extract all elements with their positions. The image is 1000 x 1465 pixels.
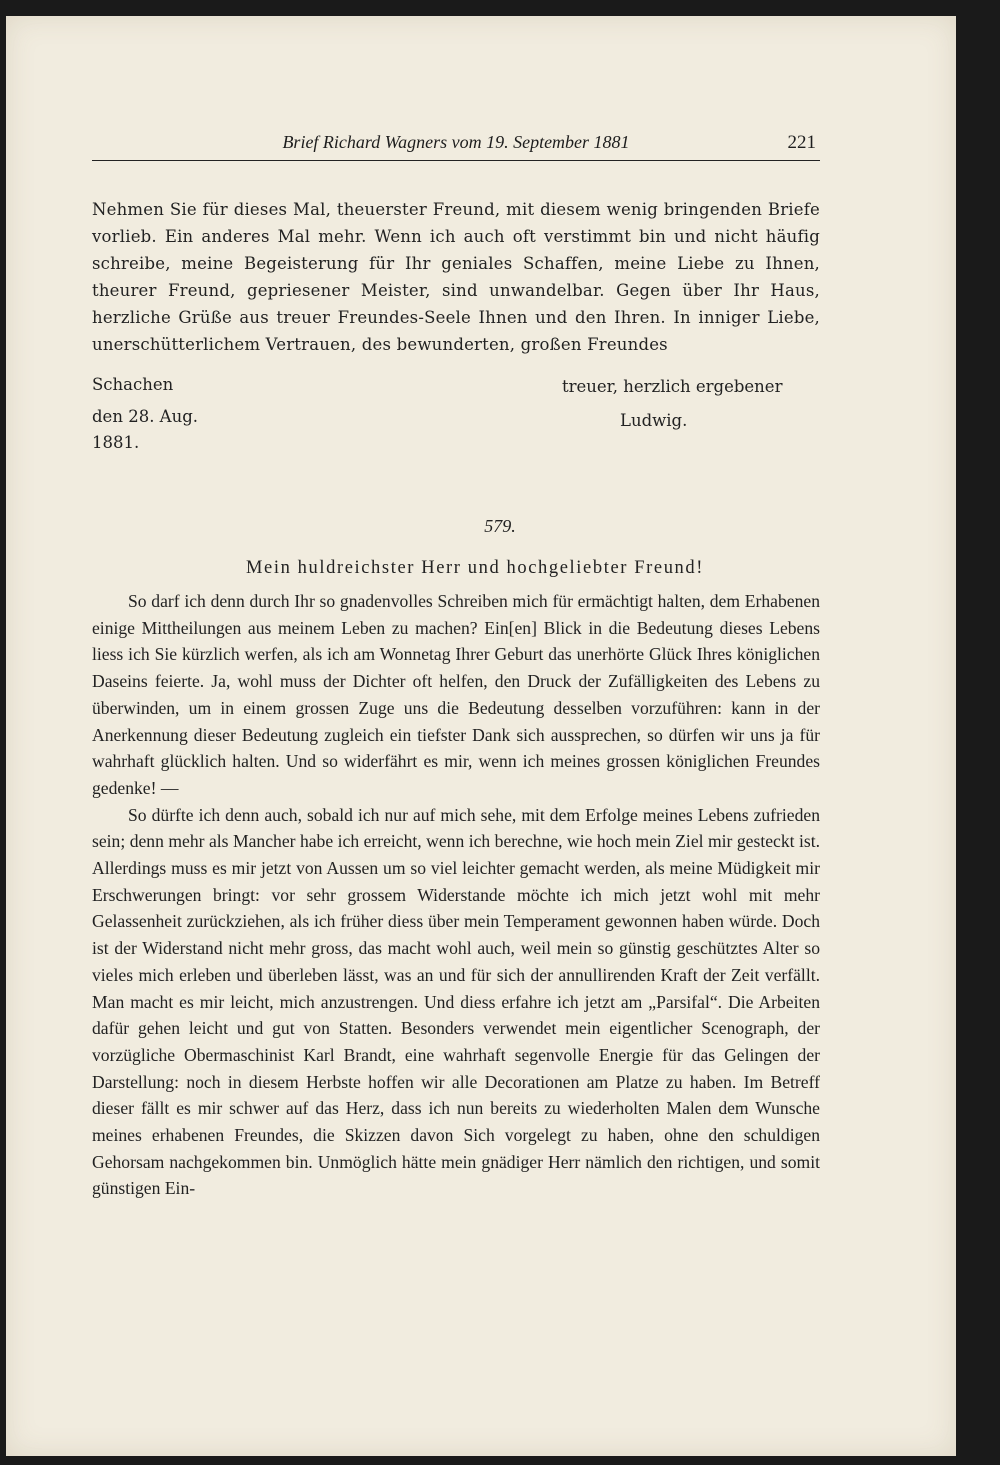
- running-title: Brief Richard Wagners vom 19. September 1881: [282, 132, 630, 152]
- date: den 28. Aug.: [92, 407, 199, 426]
- letter-578-body: [92, 196, 820, 358]
- letter-579-body: [92, 588, 820, 1202]
- salutation: Mein huldreichster Herr und hochgeliebter Freund!: [245, 558, 705, 578]
- letter-578-closing: [92, 372, 820, 462]
- running-head: [92, 130, 820, 161]
- letter-number: 579.: [484, 516, 516, 536]
- place: Schachen: [92, 375, 174, 394]
- closing-formula: treuer, herzlich ergebener: [562, 377, 783, 396]
- paragraph: So darf ich denn durch Ihr so gnadenvolles Schreiben mich für ermächtigt halten, dem Erhabenen einige Mittheilungen aus meinem Leben zu machen? Ein[en] Blick in die Bedeutung dieses Lebens liess ich Sie kürzlich werfen, als ich am Wonnetag Ihrer Geburt das unerhörte Glück Ihres königlichen Daseins feierte. Ja, wohl muss der Dichter oft helfen, den Druck der Zufälligkeiten des Lebens zu überwinden, um in einem grossen Zuge uns die Bedeutung desselben vorzuführen: kann in der Anerkennung dieser Bedeutung zugleich ein tiefster Dank sich aussprechen, so dürfen wir uns ja für wahrhaft glücklich halten. Und so widerfährt es mir, wenn ich meines grossen königlichen Freundes gedenke! —: [92, 591, 820, 798]
- signature: Ludwig.: [620, 411, 688, 430]
- year: 1881.: [92, 433, 140, 452]
- letter-578-text: Nehmen Sie für dieses Mal, theuerster Freund, mit diesem wenig bringenden Briefe vorlieb. Ein anderes Mal mehr. Wenn ich auch oft verstimmt bin und nicht häufig schreibe, meine Begeisterung für Ihr geniales Schaffen, meine Liebe zu Ihnen, theurer Freund, gepriesener Meister, sind unwandelbar. Gegen über Ihr Haus, herzliche Grüße aus treuer Freundes-Seele Ihnen und den Ihren. In inniger Liebe, unerschütterlichem Vertrauen, des bewunderten, großen Freundes: [92, 200, 820, 354]
- page-number: 221: [787, 132, 816, 153]
- paragraph: So dürfte ich denn auch, sobald ich nur auf mich sehe, mit dem Erfolge meines Lebens zufrieden sein; denn mehr als Mancher habe ich erreicht, wenn ich berechne, wie hoch mein Ziel mir gesteckt ist. Allerdings muss es mir jetzt von Aussen um so viel leichter gemacht werden, als meine Müdigkeit mir Erschwerungen bringt: vor sehr grossem Widerstande möchte ich mich jetzt wohl mit mehr Gelassenheit zurückziehen, als ich früher diess über mein Temperament gewonnen haben würde. Doch ist der Widerstand nicht mehr gross, das macht wohl auch, weil mein so günstig geschütztes Alter so vieles mich erleben und überleben lässt, was an und für sich der annullirenden Kraft der Zeit verfällt. Man macht es mir leicht, mich anzustrengen. Und diess erfahre ich jetzt am „Parsifal“. Die Arbeiten dafür gehen leicht und gut von Statten. Besonders verwendet mein eigentlicher Scenograph, der vorzügliche Obermaschinist Karl Brandt, eine wahrhaft segenvolle Energie für das Gelingen der Darstellung: noch in diesem Herbste hoffen wir alle Decorationen am Platze zu haben. Im Betreff dieser fällt es mir schwer auf das Herz, dass ich nun bereits zu wiederholten Malen dem Wunsche meines erhabenen Freundes, die Skizzen davon Sich vorgelegt zu haben, ohne den schuldigen Gehorsam nachgekommen bin. Unmöglich hätte mein gnädiger Herr nämlich den richtigen, und somit günstigen Ein-: [92, 804, 820, 1199]
